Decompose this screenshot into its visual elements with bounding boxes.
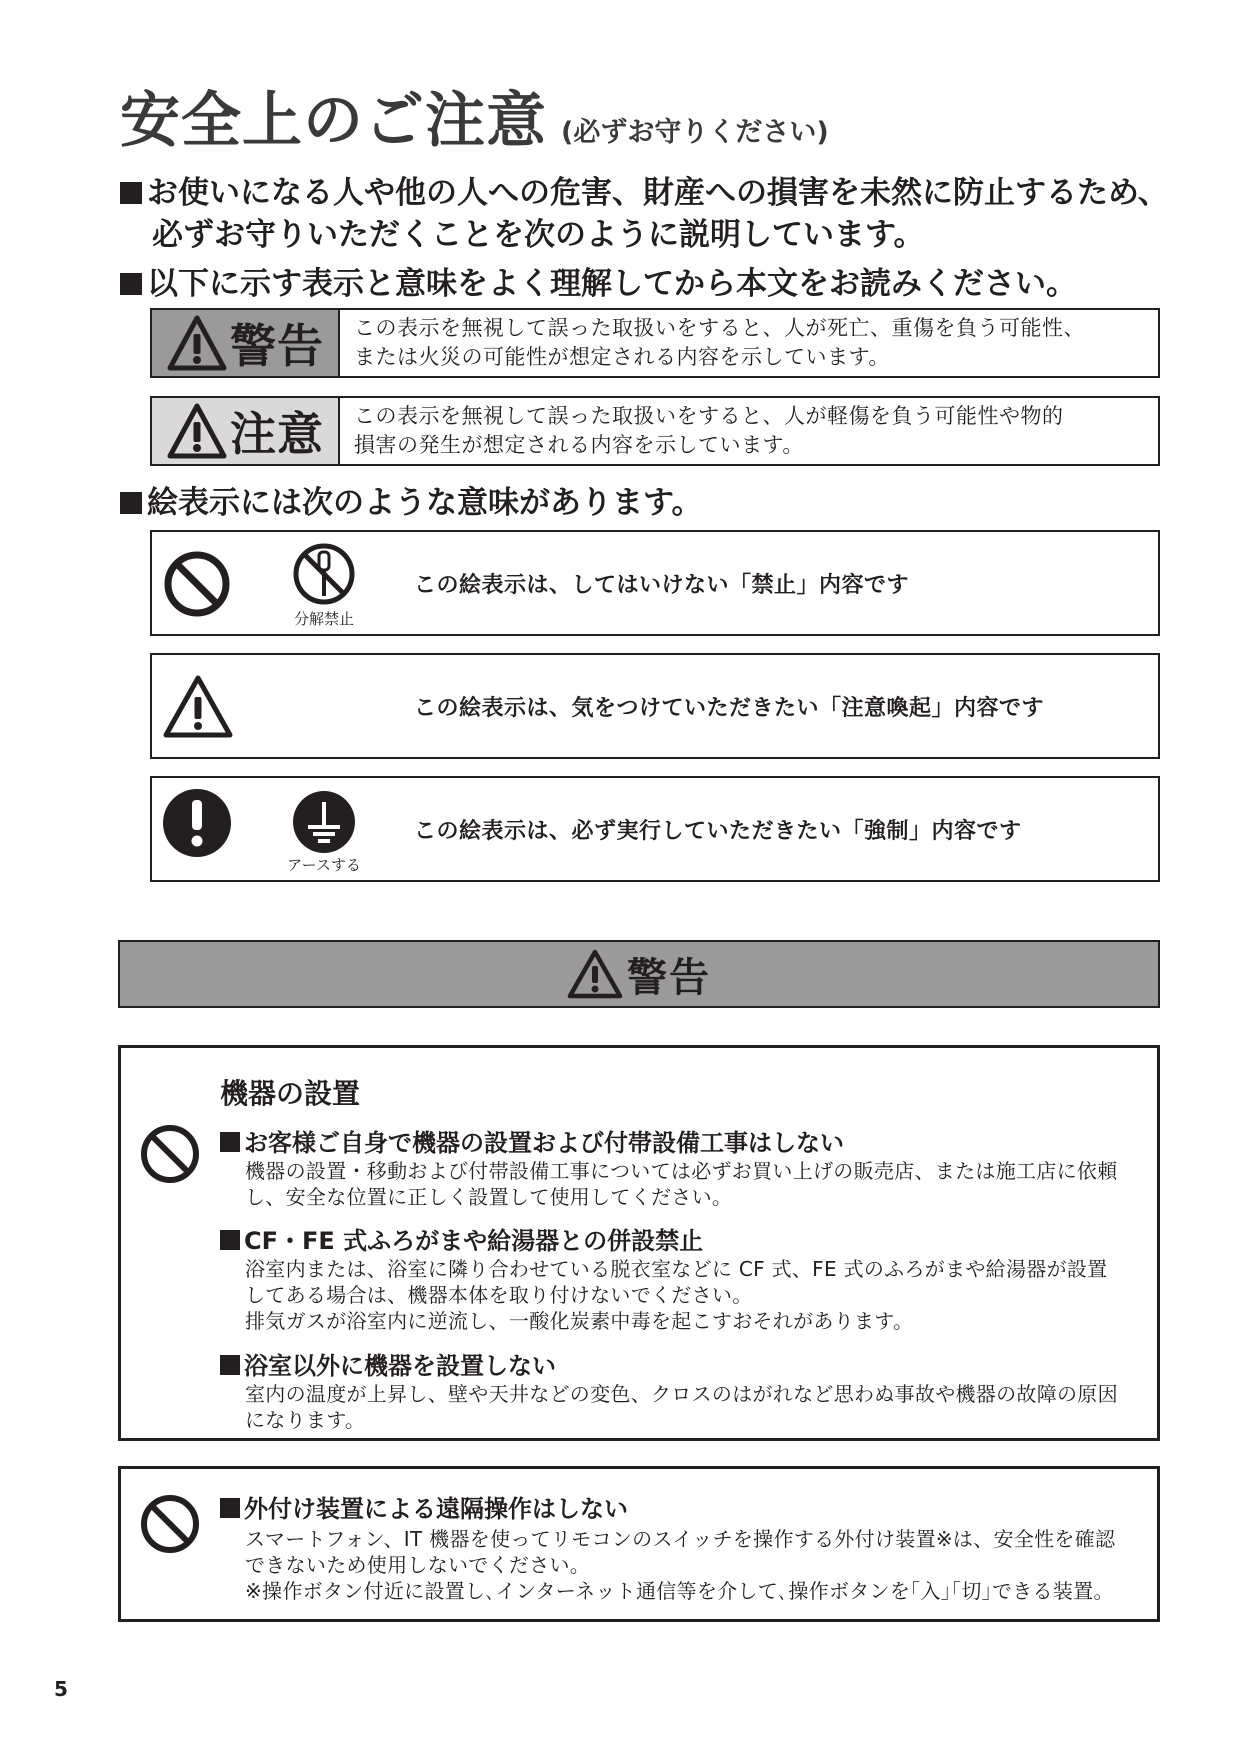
signal-caution-box bbox=[150, 396, 1160, 466]
signal-caution-label bbox=[152, 398, 340, 464]
no-disassembly-icon bbox=[292, 542, 356, 606]
installation-warning-box bbox=[118, 1045, 1160, 1441]
page-title bbox=[120, 86, 829, 168]
intro-line-1: お使いになる人や他の人への危害、財産への損害を未然に防止するため、 bbox=[120, 172, 1169, 214]
item-body-remote-operation: スマートフォン、IT 機器を使ってリモコンのスイッチを操作する外付け装置※は、安全性を確認 できないため使用しないでください。 ※操作ボタン付近に設置し､インターネット通信等を介して､操作ボタンを｢入｣｢切｣できる装置。 bbox=[245, 1527, 1116, 1603]
prohibition-icon bbox=[162, 549, 232, 619]
bullet-square-icon bbox=[220, 1355, 240, 1375]
pictogram-row-prohibition bbox=[150, 530, 1160, 636]
item-body-self-installation: 機器の設置・移動および付帯設備工事については必ずお買い上げの販売店、または施工店に依頼 し、安全な位置に正しく設置して使用してください。 bbox=[245, 1159, 1118, 1209]
warning-banner-text: 警告 bbox=[627, 954, 711, 1001]
intro-paragraph bbox=[120, 172, 1169, 256]
bullet-square-icon bbox=[220, 1230, 240, 1250]
pictogram-row-mandatory bbox=[150, 776, 1160, 882]
no-disassembly-caption: 分解禁止 bbox=[293, 610, 354, 628]
pictogram-heading: 絵表示には次のような意味があります。 bbox=[120, 482, 703, 524]
page-number: 5 bbox=[54, 1677, 68, 1701]
warning-triangle-icon bbox=[166, 314, 228, 372]
item-title-self-installation: お客様ご自身で機器の設置および付帯設備工事はしない bbox=[220, 1123, 844, 1158]
bullet-square-icon bbox=[120, 273, 142, 295]
remote-operation-warning-box bbox=[118, 1466, 1160, 1622]
prohibition-icon bbox=[139, 1123, 201, 1185]
item-body-cf-fe: 浴室内または、浴室に隣り合わせている脱衣室などに CF 式、FE 式のふろがまや給湯器が設置 してある場合は、機器本体を取り付けないでください。 排気ガスが浴室内に逆流し、一酸化炭素中毒を起こすおそれがあります。 bbox=[245, 1257, 1108, 1333]
warning-banner bbox=[118, 940, 1160, 1008]
signal-warning-word: 警告 bbox=[230, 319, 324, 373]
signal-caution-word: 注意 bbox=[230, 407, 324, 461]
signal-warning-description: この表示を無視して誤った取扱いをすると、人が死亡、重傷を負う可能性、 または火災の可能性が想定される内容を示しています。 bbox=[354, 316, 1085, 369]
item-title-cf-fe: CF・FE 式ふろがまや給湯器との併設禁止 bbox=[220, 1221, 703, 1256]
intro-line-2: 必ずお守りいただくことを次のように説明しています。 bbox=[152, 217, 925, 253]
pictogram-caution-text: この絵表示は、気をつけていただきたい「注意喚起」内容です bbox=[414, 695, 1045, 721]
caution-triangle-icon bbox=[162, 673, 234, 739]
ground-icon bbox=[292, 790, 356, 854]
pictogram-prohibition-text: この絵表示は、してはいけない「禁止」内容です bbox=[414, 572, 910, 598]
mandatory-icon bbox=[162, 788, 232, 858]
category-title: 機器の設置 bbox=[220, 1077, 361, 1110]
caution-triangle-icon bbox=[166, 402, 228, 460]
pictogram-row-caution bbox=[150, 653, 1160, 759]
item-title-remote-operation: 外付け装置による遠隔操作はしない bbox=[220, 1489, 628, 1524]
ground-caption: アースする bbox=[287, 856, 361, 874]
pictogram-mandatory-text: この絵表示は、必ず実行していただきたい「強制」内容です bbox=[414, 818, 1022, 844]
item-title-bathroom-only: 浴室以外に機器を設置しない bbox=[220, 1346, 556, 1381]
bullet-square-icon bbox=[220, 1132, 240, 1152]
signal-caution-description: この表示を無視して誤った取扱いをすると、人が軽傷を負う可能性や物的 損害の発生が想定される内容を示しています。 bbox=[354, 404, 1064, 457]
signal-warning-box bbox=[150, 308, 1160, 378]
bullet-square-icon bbox=[120, 182, 142, 204]
title-subtitle: (必ずお守りください) bbox=[561, 117, 829, 148]
bullet-square-icon bbox=[220, 1498, 240, 1518]
warning-triangle-icon bbox=[567, 949, 623, 999]
intro-line-3: 以下に示す表示と意味をよく理解してから本文をお読みください。 bbox=[120, 263, 1077, 305]
prohibition-icon bbox=[139, 1493, 201, 1555]
bullet-square-icon bbox=[120, 492, 142, 514]
item-body-bathroom-only: 室内の温度が上昇し、壁や天井などの変色、クロスのはがれなど思わぬ事故や機器の故障の原因 になります。 bbox=[245, 1382, 1118, 1432]
title-text: 安全上のご注意 bbox=[120, 86, 547, 156]
signal-warning-label bbox=[152, 310, 340, 376]
